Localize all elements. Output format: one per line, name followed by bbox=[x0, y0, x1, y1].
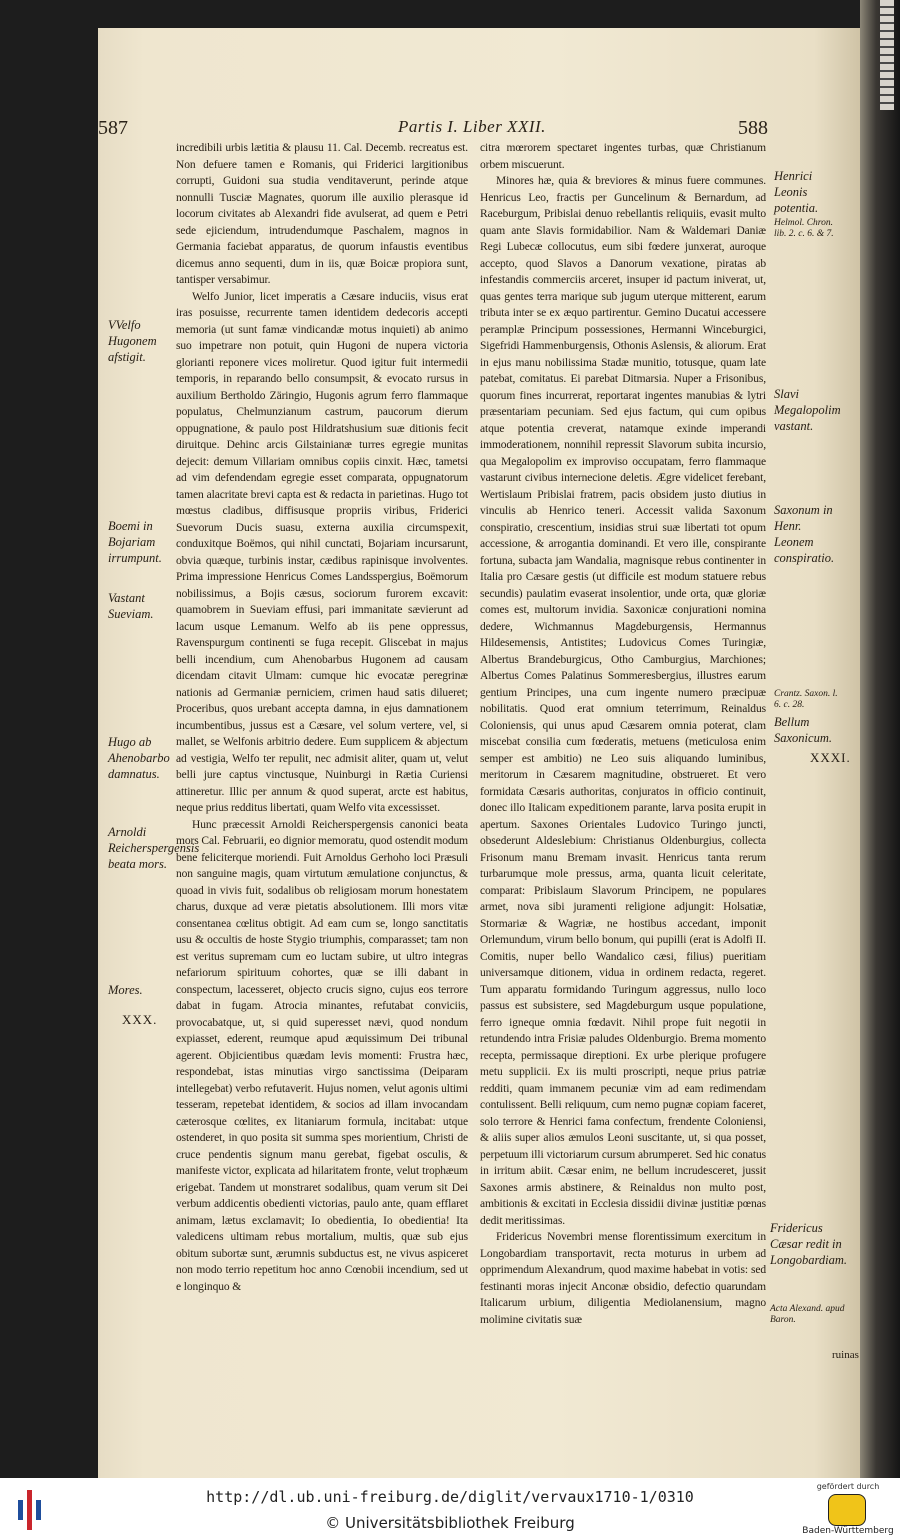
paragraph: Hunc præcessit Arnoldi Reicherspergensis canonici beata mors Cal. Februarii, eo dignior memoratu, quod ostendit modum bene feliciterque moriendi. Fuit Arnoldus Gerhoho loci Præsuli non sanguine magis, quam virtutum æmulatione conjunctus, & quoad in vivis fuit, sodalibus ob religiosam morum honestatem charus, duxque ad veræ pietatis absolutionem. Illi mors vitæ consentanea cœlitus obtigit. Ad eam cum se, longo sanctitatis usu & occultis de hoste Stygio triumphis, comparasset; tam non est veritus supremam cum eo luctam subire, ut ultro integras nefariorum spirituum cohortes, quæ se illi dabant in conspectum, lacesseret, objecto crucis signo, cujus eos terrore dabat in fugam. Atrocia minantes, refutabat conviciis, provocabatque, ut, si quid superesset nævi, quod nondum expiasset, ederent, reumque apud æquissimum Dei tribunal agerent. Objicientibus quædam levis momenti: Frustra hæc, respondebat, istas minutias virgo sanctissima (Deiparam intellegebat) verbo refutaverit. Hujus nomen, velut agonis ultimi tesseram, repetebat identidem, & socios ad illam invocandam cæterosque cœlites, ex litaniarum formula, incitabat: utque ostenderet, in quo posita sit summa spes morientium, Christi de cruce pendentis signum manu gerebat, figebat osculis, & manifeste victor, explicata ad hilaritatem fronte, velut trophæum erigebat. Tandem ut monstraret sodalibus, quam verum sit Dei verbum addicentis obedienti victorias, paulo ante, quam efflaret animam, lætus exclamavit; Io obedientia, Io obedientia! Ita valedicens ultimam rebus mortalium, multis, quæ sub ejus obitum subortæ sunt, ærumnis subductus est, ne vivus aspiceret non modo terrio repetitum hoc anno Cœnobii incendium, sed ut e longinquo & bbox=[176, 818, 468, 1293]
margin-note-left: Mores. bbox=[108, 983, 143, 997]
running-title: Partis I. Liber XXII. bbox=[398, 117, 546, 136]
book-spine bbox=[860, 0, 900, 1478]
copyright-notice: © Universitätsbibliothek Freiburg bbox=[325, 1514, 575, 1532]
catchword: ruinas bbox=[832, 1349, 859, 1361]
book-page bbox=[98, 28, 860, 1478]
funder-badge bbox=[800, 1482, 896, 1538]
margin-note-right: Slavi Megalopolim vastant. bbox=[774, 387, 841, 433]
margin-note-right: Saxonum in Henr. Leonem conspiratio. bbox=[774, 503, 835, 565]
left-text-column bbox=[176, 140, 468, 1295]
margin-note-left: VVelfo Hugonem afstigit. bbox=[108, 318, 157, 364]
margin-note-right: Fridericus Cæsar redit in Longobardiam. bbox=[770, 1221, 847, 1267]
source-citation: Acta Alexand. apud Baron. bbox=[770, 1304, 845, 1325]
margin-note-left: Hugo ab Ahenobarbo damnatus. bbox=[108, 735, 170, 781]
funding-label: gefördert durch bbox=[816, 1482, 880, 1491]
margin-note-left: Arnoldi Reicherspergensis beata mors. bbox=[108, 825, 200, 871]
paragraph: Minores hæ, quia & breviores & minus fuere communes. Henricus Leo, fractis per Guncelinum & Bernardum, ad Raceburgum, Pribislai denuo rebellantis reliquiis, evasit multo quam ante Slavis formidabilior. Nam & Waldemari Daniæ Regi Lubecæ collocutus, eum sibi fœdere junxerat, auroque accepto, quod Slavos a Danorum vexatione, piratas ab infestandis commerciis arceret, insuper id pactum iniverat, ut, quas gentes terra marique sub jugum uterque mitterent, earum tributa inter se ex æquo partirentur. Gemino Ducatui accessere peramplæ Principum possessiones, Hermanni Winceburgici, Sigefridi Hammenburgensis, Othonis Aslensis, & aliorum. Erat in ejus manu nobilissima Stadæ munitio, totusque, quam late patebat, comitatus. Ei parebat Ditmarsia. Nuper a Frisonibus, quorum fines incurrerat, reportarat ingentes manubias & lytri præsentariam pecuniam. Sed ejus factum, qui cum opibus atque potentia creverat, natamque exinde imperandi immoderationem, nonnihil repressit Slavorum subita incursio, qua Megalopolim ex improviso occupatam, ferro flammaque vastarunt civibus internecione deletis. Ægre videlicet ferebant, Wertislaum Pribislai fratrem, pacis obsidem justo diutius in vinculis ab Henrico teneri. Accessit valida Saxonum conspiratio, crescentium, insidias strui suæ libertati tot opum accessione, & arrogantia dominandi. Et vero ille, conspirante fortuna, subacta jam Wandalia, magnisque rebus continenter in Italia pro Cæsare gestis (ut difficile est modum statuere rebus secundis) paulatim evaserat insolentior, unde orta, quæ gloriæ comes est, multorum invidia. Saxonicæ conjurationi nomina dedere, Wichmannus Magdeburgensis, Hermannus Hildesemensis, Antistites; Ludovicus Comes Turingiæ, Albertus Brandeburgicus, Otho Camburgius, Marchiones; Albertus Comes Palatinus Sommeresbergius, illustres earum gentium Principes, una cum ingente numero præcipuæ nobilitatis. Quod erat omnium teterrimum, Reinaldus Coloniensis, qui unus apud Cæsarem omnia poterat, clam miscebat consilia cum fœderatis, metuens (meticulosa enim semper est ambitio) ne Leo suis aliquando luminibus, meritorum in Cæsarem magnitudine, obstrueret. Et vero formidata Cæsaris authoritas, conjuratos in officio continuit, donec illo Italicam expeditionem parante, larva posita erupit in apertum. Saxones Orientales Ludovico Turingo juncti, obsederunt Aldeslebium: Christianus Oldenburgius, collecta Frisonum manu Bremam invasit. Henricus tanta rerum turbarumque mole pressus, arma, quanta licuit celeritate, comparat: Pribislaum Slavorum Principem, ne populares armet, nova sibi juramenti religione adjungit: Holsatiæ, Stormariæ & Wagriæ, ne hostibus accedant, imponit Orlemundum, virum bello bonum, qui pupilli (erat is Adolfi II. Comitis, nuper bello Wandalico cæsi, filius) pueritiam universamque ditionem, vidua in ordinem redacta, regeret. Tum apparatu formidando Turingum aggressus, nullo loco passus est subsistere, sed Magdeburgum usque populatione, ferro igneque omnia fœdavit. Nihil prope fuit negotii in retundendo intra Frisiæ paludes Oldenburgio. Brema momento recepta, permissaque direptioni. Ex urbe plerique profugere metu supplicii. Ex iis multi proscripti, neque prius patriæ redditi, quam immanem pecuniæ vim ad eam redimendam contulissent. Belli reliquum, cum nemo pugnæ copiam faceret, solo terrore & Henrici fama confectum, frendente Coloniensi, & aliis super alios æmulos Leoni suscitante, ut, si qua posset, perpetuum illi victoriarum cursum abrumperet. Sed hic conatus in irritum abiit. Cæsar enim, ne bellum incrudesceret, jussit Saxones armis abstinere, & Reinaldus non multo post, ambitionis & excitati in Ecclesia dissidii divinæ justitiæ pœnas dedit meritissimas. bbox=[480, 175, 766, 1227]
page-number-right: 588 bbox=[738, 117, 768, 139]
paragraph: Fridericus Novembri mense florentissimum exercitum in Longobardiam transportavit, recta moturus in urbem ad opprimendum Alexandrum, quod maxime habebat in votis: sed festinanti moras injecit Anconæ obsidio, defectio quarundam Italicarum urbium, diligentia Mediolanensium, magno molimine civitatis suæ bbox=[480, 1231, 766, 1326]
section-number-right: XXXI. bbox=[810, 750, 851, 765]
margin-note-left: Boemi in Bojariam irrumpunt. bbox=[108, 519, 162, 565]
paragraph: Welfo Junior, licet imperatis a Cæsare induciis, visus erat iras posuisse, recurrente tamen identidem dedecoris accepti memoria (ut sunt famæ vindicandæ motus inquieti) ab animo suo impetrare non potuit, quin Hugoni de nupera victoria glorianti reponere vices moliretur. Quod igitur fuit intermedii temporis, in reparando bello consumpsit, & evocato rursus in auxilium Bertholdo Zäringio, Hugonis agrum ferro flammaque populatus, Chelmunzianum castrum, paucorum dierum oppugnatione, & paulo post Hildratshusium suæ ditionis fecit diruitque. Dehinc arcis Gilstainianæ turres egregie munitas dejecit: demum Villariam omnibus copiis cinxit. Hæc, tametsi ad vim defendendam egregie esset comparata, oppugnatorum tamen alacritate brevi capta est & redacta in parietinas. Hugo tot mœstus cladibus, diffisusque propriis viribus, Friderici Suevorum Ducis suasu, externa auxilia circumspexit, conduxitque Boëmos, qui nihil cunctati, Bojariam incursarunt, obvia quæque, turbinis instar, cædibus rapinisque involventes. Prima impressione Henricus Comes Landsspergius, Boëmorum nobilissimus, a Bojis cæsus, sociorum furorem excavit: quamobrem in Sueviam effusi, pari immanitate sævierunt ad lacum usque Lemanum. Welfo ab iis pene oppressus, Ravenspurgum continenti se fuga recepit. Gliscebat in majus belli incendium, cum Ahenobarbus Hugonem ad causam dicendam citavit Ulmam: cumque hic evocatæ peregrinæ nationis ad Germaniæ perniciem, crimen haud satis dilueret; Proceribus, quos urebant accepta damna, in ejus damnationem incumbentibus, jussus est a Cæsare, vel solum vertere, vel, si mallet, se Welfonis arbitrio dedere. Eum supplicem & abjectum ad vestigia, Welfo ter repulit, nec admisit aliter, quam ut, velut belli jure captus vinctusque, Nuinburgi in Rætia Curiensi attineretur. Illic per annum & quod superat, arcte est habitus, neque prius redditus libertati, quam Welfo vita excessisset. bbox=[176, 290, 468, 814]
right-text-column bbox=[480, 140, 766, 1328]
coat-of-arms-icon bbox=[828, 1494, 866, 1526]
color-scale-ruler bbox=[880, 0, 894, 110]
margin-note-right: Bellum Saxonicum. bbox=[774, 715, 832, 745]
paragraph: citra mœrorem spectaret ingentes turbas, quæ Christianum orbem miscuerunt. bbox=[480, 142, 766, 171]
source-citation: Crantz. Saxon. l. 6. c. 28. bbox=[774, 689, 838, 710]
paragraph: incredibili urbis lætitia & plausu 11. Cal. Decemb. recreatus est. Non defuere tamen e Romanis, qui Friderici largitionibus corrupti, Guidoni sua studia venditaverunt, perinde atque nonnulli Tusciæ Magnates, quorum ille auxilio plerasque id locorum civitates ab Alexandri fide avulserat, ad quem e Petri sede ejiciendum, intrudendumque Paschalem, magnos in Germania faciebat apparatus, de quorum infaustis eventibus dicemus anno sequenti, dum in iis, quæ Boicæ propiora sunt, tantisper versabimur. bbox=[176, 142, 468, 286]
permalink-url[interactable]: http://dl.ub.uni-freiburg.de/diglit/vervaux1710-1/0310 bbox=[206, 1488, 694, 1506]
funder-name: Baden-Württemberg bbox=[802, 1526, 894, 1536]
viewer-footer bbox=[0, 1478, 900, 1538]
margin-note-left: Vastant Sueviam. bbox=[108, 591, 154, 621]
section-number-left: XXX. bbox=[122, 1012, 158, 1027]
margin-note-right: Henrici Leonis potentia. bbox=[774, 169, 819, 215]
page-number-left: 587 bbox=[98, 117, 128, 139]
source-citation: Helmol. Chron. lib. 2. c. 6. & 7. bbox=[774, 218, 834, 239]
